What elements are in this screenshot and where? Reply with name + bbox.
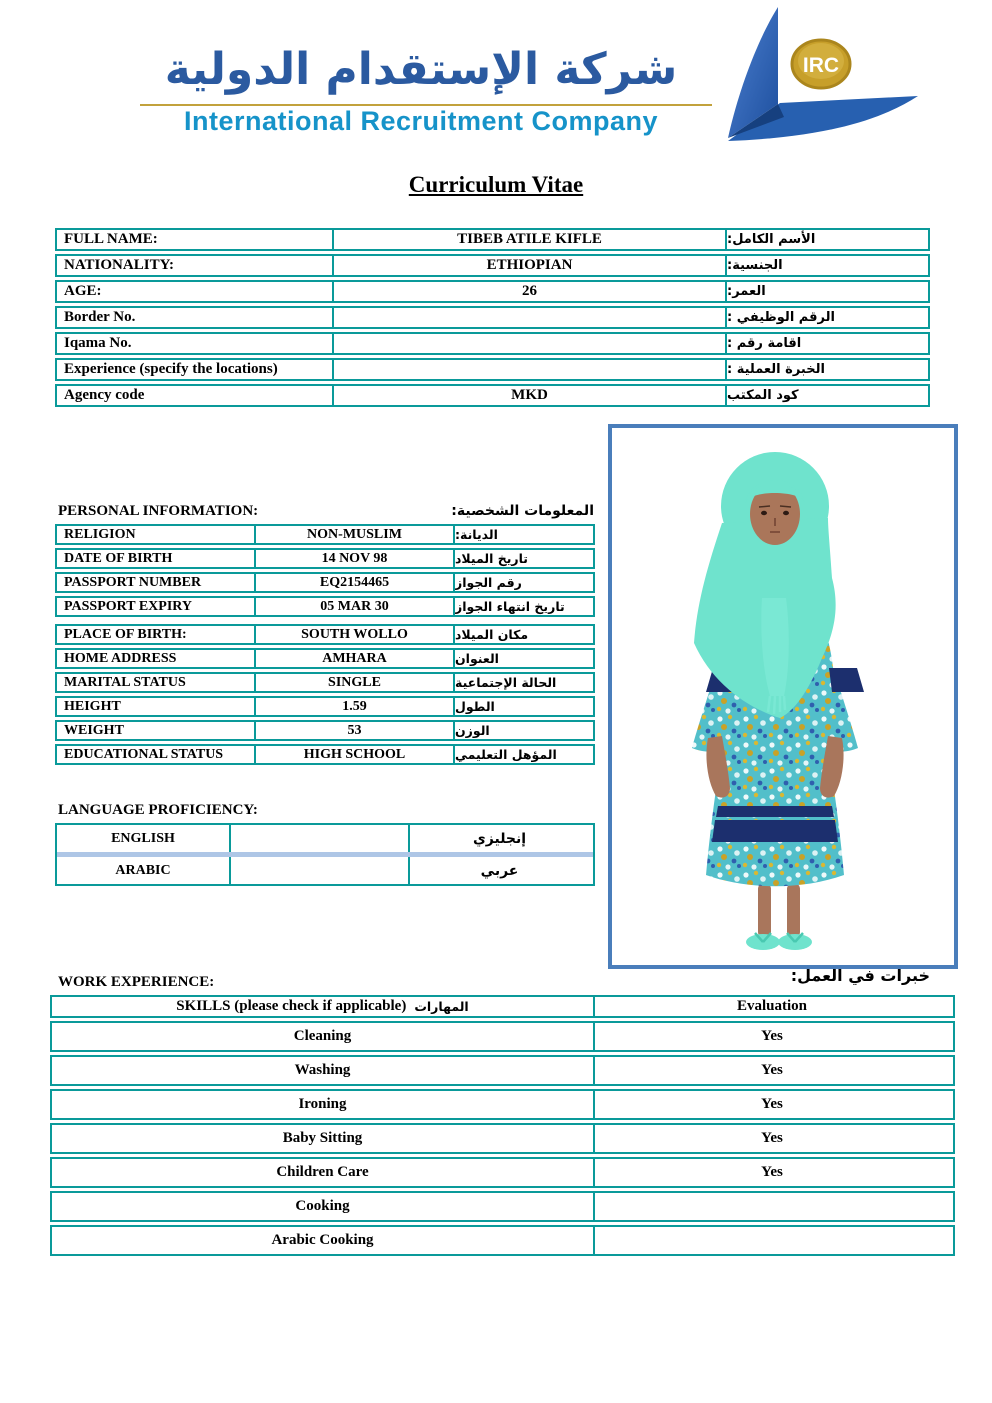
field-label-arabic: الديانة: [453, 526, 589, 543]
field-label-arabic: كود المكتب [725, 386, 924, 405]
skills-column-header [52, 997, 593, 1016]
table-row [55, 696, 595, 717]
field-label-arabic: المؤهل التعليمي [453, 746, 589, 763]
field-label: PASSPORT EXPIRY [64, 598, 193, 614]
field-value: HIGH SCHOOL [254, 746, 453, 763]
field-label: HEIGHT [64, 698, 121, 714]
table-header-row [50, 995, 955, 1018]
field-label-arabic: تاريخ انتهاء الجواز [453, 598, 589, 615]
language-name-arabic: إنجليزي [408, 825, 589, 852]
field-value: 14 NOV 98 [254, 550, 453, 567]
field-value: EQ2154465 [254, 574, 453, 591]
field-value: NON-MUSLIM [254, 526, 453, 543]
section-title-arabic: المعلومات الشخصية: [451, 503, 594, 519]
table-row [55, 358, 930, 381]
language-heading [58, 802, 594, 819]
field-value: TIBEB ATILE KIFLE [332, 230, 725, 249]
field-label-arabic: الوزن [453, 722, 589, 739]
language-name: ARABIC [115, 862, 171, 878]
field-label: RELIGION [64, 526, 136, 542]
irc-monogram-text: IRC [802, 54, 840, 77]
table-row [50, 1055, 955, 1086]
table-row [55, 648, 595, 669]
field-label-arabic: الأسم الكامل: [725, 230, 924, 249]
field-value: ETHIOPIAN [332, 256, 725, 275]
identity-table [55, 228, 930, 407]
field-label: Iqama No. [64, 335, 132, 351]
skill-evaluation [593, 1227, 949, 1254]
field-label: Agency code [64, 387, 145, 403]
company-name-arabic: شركة الإستقدام الدولية [164, 44, 678, 95]
table-row [55, 823, 595, 852]
table-row [55, 596, 595, 617]
field-label-arabic: تاريخ الميلاد [453, 550, 589, 567]
company-name-english: International Recruitment Company [183, 106, 659, 136]
field-value: 26 [332, 282, 725, 301]
skill-name: Ironing [298, 1096, 347, 1112]
section-title: PERSONAL INFORMATION: [58, 503, 259, 519]
skills-table [50, 995, 955, 1256]
field-label-arabic: رقم الجواز [453, 574, 589, 591]
section-title: LANGUAGE PROFICIENCY: [58, 802, 258, 818]
table-row [55, 306, 930, 329]
page-title: Curriculum Vitae [408, 172, 584, 197]
field-label-arabic: اقامة رقم : [725, 334, 924, 353]
language-level [229, 857, 408, 884]
field-label: Border No. [64, 309, 136, 325]
skills-header-text: SKILLS (please check if applicable) [176, 998, 407, 1014]
table-row [50, 1157, 955, 1188]
skill-evaluation: Yes [593, 1057, 949, 1084]
table-row [55, 857, 595, 886]
skill-evaluation: Yes [593, 1023, 949, 1050]
table-row [55, 720, 595, 741]
field-label-arabic: العنوان [453, 650, 589, 667]
skill-name: Cooking [295, 1198, 350, 1214]
field-label: PASSPORT NUMBER [64, 574, 202, 590]
table-row [55, 254, 930, 277]
table-row [55, 572, 595, 593]
field-label: EDUCATIONAL STATUS [64, 746, 224, 762]
field-label: AGE: [64, 283, 102, 299]
field-label: HOME ADDRESS [64, 650, 177, 666]
field-value: SOUTH WOLLO [254, 626, 453, 643]
field-value [332, 308, 725, 327]
irc-logo-icon [722, 4, 940, 162]
table-row [55, 548, 595, 569]
language-name: ENGLISH [111, 830, 175, 846]
table-row [55, 280, 930, 303]
field-value: MKD [332, 386, 725, 405]
field-value: SINGLE [254, 674, 453, 691]
field-label-arabic: الجنسية: [725, 256, 924, 275]
field-label-arabic: مكان الميلاد [453, 626, 589, 643]
field-value: 1.59 [254, 698, 453, 715]
field-label-arabic: الخبرة العملية : [725, 360, 924, 379]
field-value: 53 [254, 722, 453, 739]
field-label: NATIONALITY: [64, 257, 175, 273]
language-name-arabic: عربي [408, 857, 589, 884]
skill-name: Arabic Cooking [271, 1232, 374, 1248]
language-level [229, 825, 408, 852]
table-row [55, 672, 595, 693]
field-value [332, 334, 725, 353]
evaluation-column-header: Evaluation [593, 997, 949, 1016]
table-row [50, 1191, 955, 1222]
field-label-arabic: الرقم الوظيفي : [725, 308, 924, 327]
table-row [55, 384, 930, 407]
personal-info-table [55, 524, 595, 765]
table-row [50, 1123, 955, 1154]
field-label: DATE OF BIRTH [64, 550, 173, 566]
field-label: WEIGHT [64, 722, 124, 738]
field-label-arabic: العمر: [725, 282, 924, 301]
field-label: FULL NAME: [64, 231, 158, 247]
field-value [332, 360, 725, 379]
table-row [50, 1021, 955, 1052]
skill-evaluation: Yes [593, 1125, 949, 1152]
table-row [55, 228, 930, 251]
table-row [50, 1225, 955, 1256]
applicant-photo [608, 424, 958, 969]
skill-name: Washing [294, 1062, 351, 1078]
skill-evaluation: Yes [593, 1159, 949, 1186]
personal-info-heading [58, 503, 594, 520]
field-label: MARITAL STATUS [64, 674, 186, 690]
table-row [50, 1089, 955, 1120]
field-label: Experience (specify the locations) [64, 361, 278, 377]
skill-evaluation [593, 1193, 949, 1220]
field-value: 05 MAR 30 [254, 598, 453, 615]
table-row [55, 744, 595, 765]
skill-name: Cleaning [293, 1028, 352, 1044]
table-row [55, 332, 930, 355]
language-table [55, 823, 595, 886]
skill-name: Children Care [276, 1164, 369, 1180]
applicant-photo-illustration [612, 428, 954, 965]
field-label-arabic: الحالة الإجتماعية [453, 674, 589, 691]
field-label: PLACE OF BIRTH: [64, 626, 187, 642]
field-value: AMHARA [254, 650, 453, 667]
skill-name: Baby Sitting [282, 1130, 363, 1146]
skill-evaluation: Yes [593, 1091, 949, 1118]
table-row [55, 624, 595, 645]
field-label-arabic: الطول [453, 698, 589, 715]
table-row [55, 524, 595, 545]
skills-header-arabic: المهارات [414, 999, 469, 1014]
work-experience-heading-arabic: خبرات في العمل: [790, 966, 930, 985]
work-experience-heading: WORK EXPERIENCE: [58, 974, 215, 990]
